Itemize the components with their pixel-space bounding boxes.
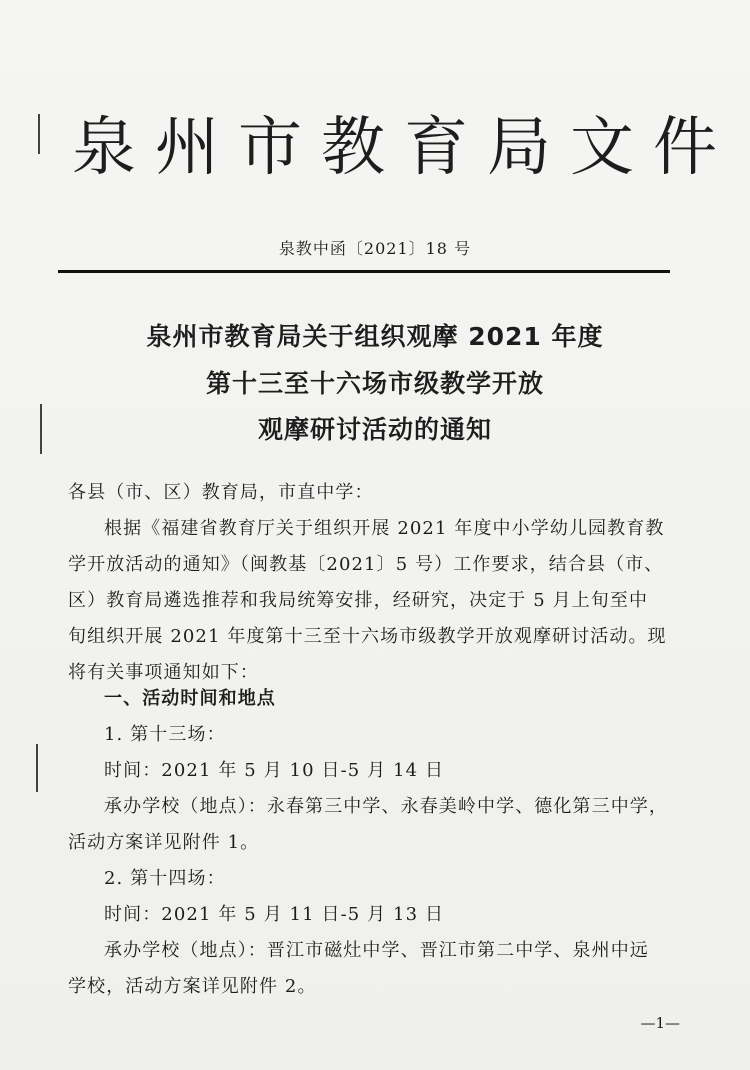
document-number: 泉教中函〔2021〕18 号: [278, 239, 472, 258]
header-divider: [58, 270, 670, 273]
item-1-venue-line-2: 活动方案详见附件 1。: [68, 832, 260, 853]
item-2-label: 2. 第十四场：: [104, 868, 226, 889]
document-title-line-1: 泉州市教育局关于组织观摩 2021 年度: [146, 322, 604, 351]
section-heading: 一、活动时间和地点: [104, 688, 276, 709]
item-2-venue-line-1: 承办学校（地点）：晋江市磁灶中学、晋江市第二中学、泉州中远: [104, 940, 649, 961]
scan-mark-top-left: [38, 114, 40, 154]
scan-mark-lower-left: [36, 744, 38, 792]
paragraph-line-3: 区）教育局遴选推荐和我局统筹安排，经研究，决定于 5 月上旬至中: [68, 590, 649, 611]
recipient-line: 各县（市、区）教育局，市直中学：: [68, 482, 374, 503]
document-title-line-3: 观摩研讨活动的通知: [257, 415, 492, 444]
document-title-line-2: 第十三至十六场市级教学开放: [205, 369, 544, 398]
paragraph-line-4: 旬组织开展 2021 年度第十三至十六场市级教学开放观摩研讨活动。现: [68, 626, 667, 647]
item-1-time: 时间：2021 年 5 月 10 日-5 月 14 日: [104, 760, 445, 781]
item-2-venue-line-2: 学校，活动方案详见附件 2。: [68, 976, 317, 997]
paragraph-line-2: 学开放活动的通知》（闽教基〔2021〕5 号）工作要求，结合县（市、: [68, 554, 664, 575]
item-1-venue-line-1: 承办学校（地点）：永春第三中学、永春美岭中学、德化第三中学，: [104, 796, 668, 817]
page-number: —1—: [640, 1014, 680, 1032]
item-1-label: 1. 第十三场：: [104, 724, 226, 745]
item-2-time: 时间：2021 年 5 月 11 日-5 月 13 日: [104, 904, 445, 925]
paragraph-line-5: 将有关事项通知如下：: [68, 662, 259, 683]
paragraph-line-1: 根据《福建省教育厅关于组织开展 2021 年度中小学幼儿园教育教: [104, 518, 665, 539]
document-header: 泉州市教育局文件: [72, 111, 736, 185]
